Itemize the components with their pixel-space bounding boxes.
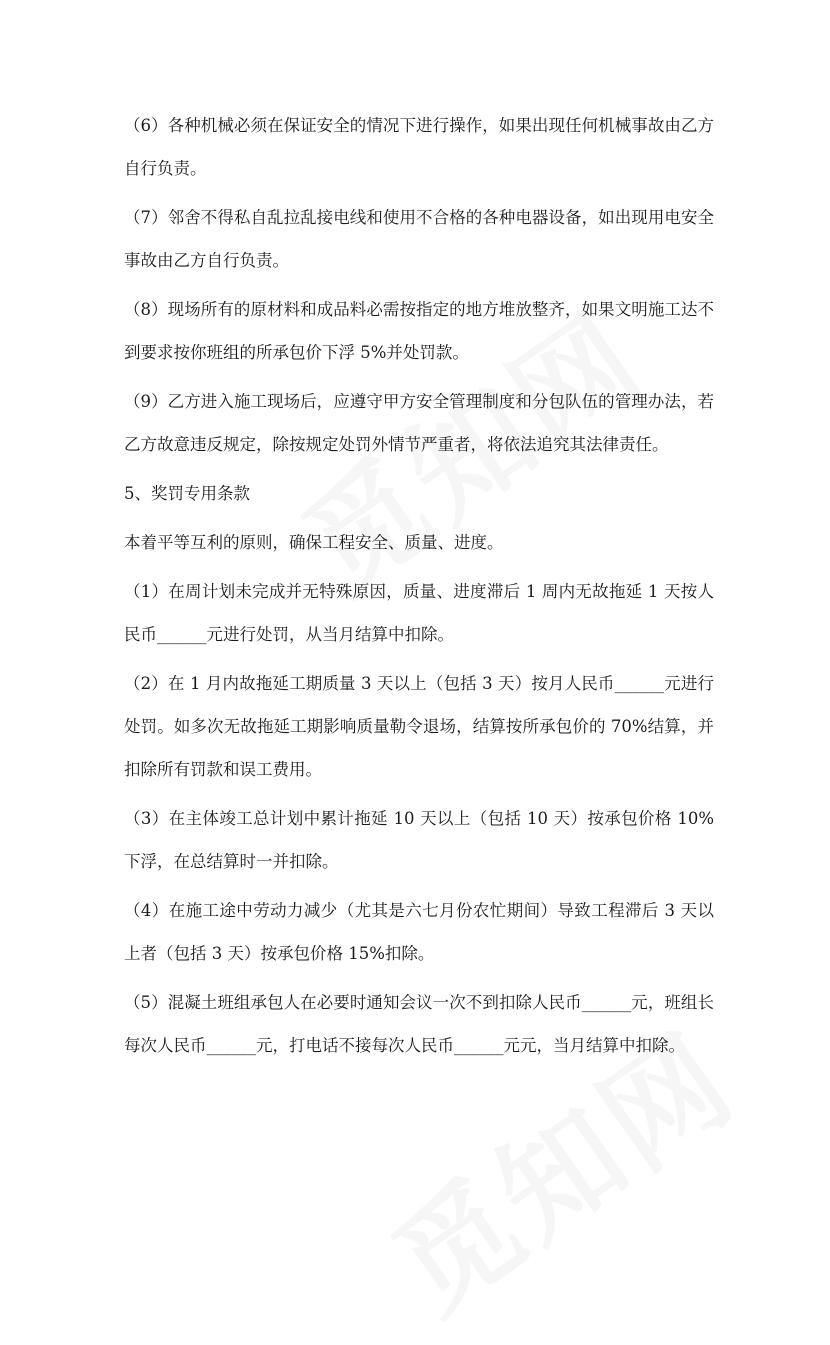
reward-clause-4: （4）在施工途中劳动力减少（尤其是六七月份农忙期间）导致工程滞后 3 天以上者（包括 3 天）按承包价格 15%扣除。 <box>124 901 714 963</box>
reward-clause-2: （2）在 1 月内故拖延工期质量 3 天以上（包括 3 天）按月人民币______元进行处罚。如多次无故拖延工期影响质量勒令退场，结算按所承包价的 70%结算，并扣除所有罚款和误工费用。 <box>124 674 714 779</box>
section-intro: 本着平等互利的原则，确保工程安全、质量、进度。 <box>124 533 504 552</box>
reward-clause-1: （1）在周计划未完成并无特殊原因，质量、进度滞后 1 周内无故拖延 1 天按人民币______元进行处罚，从当月结算中扣除。 <box>124 582 714 644</box>
reward-clause-3: （3）在主体竣工总计划中累计拖延 10 天以上（包括 10 天）按承包价格 10%下浮，在总结算时一并扣除。 <box>124 809 714 871</box>
clause-9: （9）乙方进入施工现场后，应遵守甲方安全管理制度和分包队伍的管理办法，若乙方故意违反规定，除按规定处罚外情节严重者，将依法追究其法律责任。 <box>124 392 714 454</box>
document-body <box>124 104 714 1073</box>
clause-8: （8）现场所有的原材料和成品料必需按指定的地方堆放整齐，如果文明施工达不到要求按你班组的所承包价下浮 5%并处罚款。 <box>124 300 714 362</box>
section-heading: 5、奖罚专用条款 <box>124 484 250 503</box>
clause-6: （6）各种机械必须在保证安全的情况下进行操作，如果出现任何机械事故由乙方自行负责。 <box>124 116 714 178</box>
clause-7: （7）邻舍不得私自乱拉乱接电线和使用不合格的各种电器设备，如出现用电安全事故由乙方自行负责。 <box>124 208 714 270</box>
reward-clause-5: （5）混凝土班组承包人在必要时通知会议一次不到扣除人民币______元，班组长每次人民币______元，打电话不接每次人民币______元元，当月结算中扣除。 <box>124 993 714 1055</box>
